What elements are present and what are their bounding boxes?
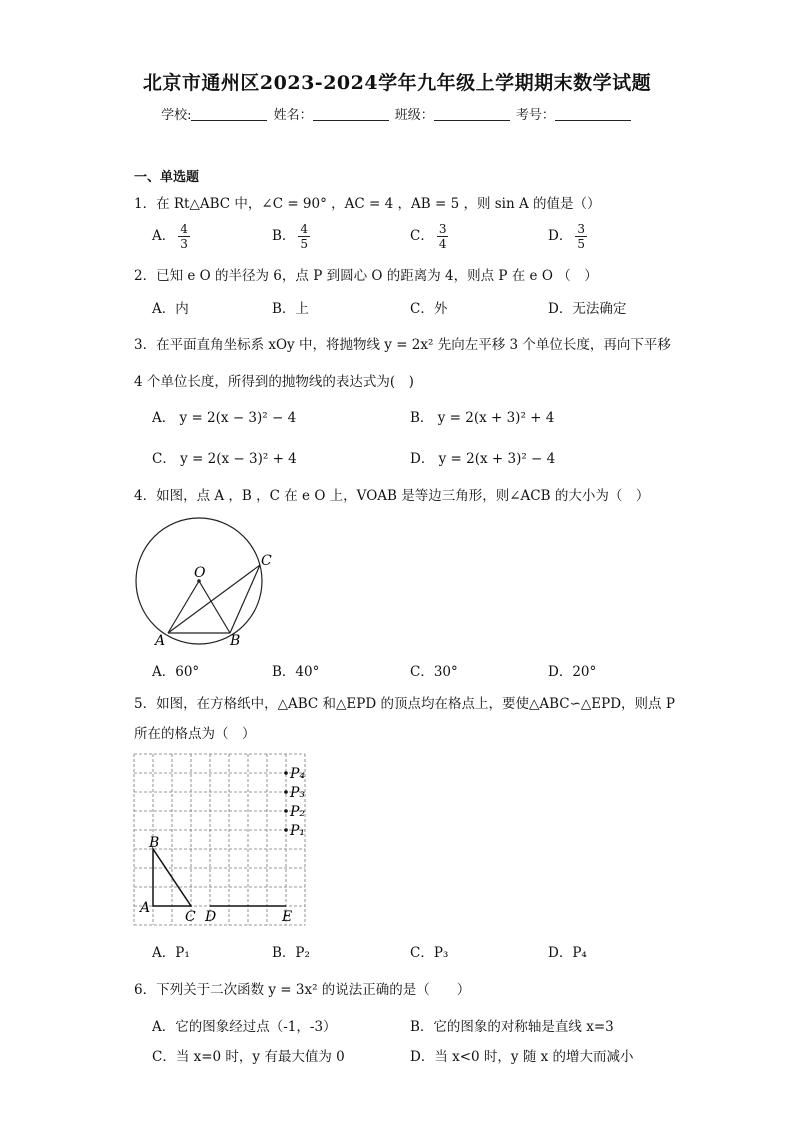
label-c: C bbox=[185, 909, 196, 925]
number-blank[interactable] bbox=[555, 108, 631, 121]
fraction bbox=[298, 222, 310, 251]
q1-option-d[interactable] bbox=[548, 222, 587, 251]
q5-option-a[interactable]: A．P₁ bbox=[152, 945, 190, 961]
label-p3: P₃ bbox=[290, 785, 306, 801]
numerator: 4 bbox=[180, 222, 188, 236]
option-label: C． bbox=[410, 228, 434, 244]
q4-option-d[interactable]: D．20° bbox=[548, 664, 597, 680]
question-6-stem: 6．下列关于二次函数 y = 3x² 的说法正确的是（ ） bbox=[134, 982, 471, 998]
question-5-stem-line1: 5．如图，在方格纸中，△ABC 和△EPD 的顶点均在格点上，要使△ABC∽△EPD，则点 P bbox=[134, 696, 675, 712]
fraction bbox=[437, 222, 449, 251]
label-b: B bbox=[230, 633, 241, 649]
segment-bc bbox=[230, 565, 260, 633]
q3-option-a[interactable]: A． y = 2(x − 3)² − 4 bbox=[152, 410, 297, 426]
q4-option-b[interactable]: B．40° bbox=[272, 664, 320, 680]
q2-option-a[interactable]: A．内 bbox=[152, 301, 189, 317]
denominator: 3 bbox=[180, 237, 188, 251]
point-p4 bbox=[284, 771, 288, 775]
point-p3 bbox=[284, 790, 288, 794]
label-p1: P₁ bbox=[290, 823, 306, 839]
q6-option-c[interactable]: C．当 x=0 时，y 有最大值为 0 bbox=[152, 1049, 345, 1065]
point-p2 bbox=[284, 809, 288, 813]
name-label: 姓名： bbox=[273, 108, 313, 123]
q3-option-b[interactable]: B． y = 2(x + 3)² + 4 bbox=[410, 410, 555, 426]
numerator: 3 bbox=[577, 222, 585, 236]
q3-option-d[interactable]: D． y = 2(x + 3)² − 4 bbox=[410, 451, 556, 467]
section-heading: 一、单选题 bbox=[134, 170, 200, 185]
label-p4: P₄ bbox=[290, 766, 306, 782]
fraction bbox=[178, 222, 190, 251]
number-label: 考号： bbox=[515, 108, 555, 123]
school-label: 学校: bbox=[161, 108, 192, 123]
name-blank[interactable] bbox=[313, 108, 389, 121]
question-1-stem: 1．在 Rt△ABC 中，∠C = 90° ，AC = 4 ，AB = 5 ，则 sin A 的值是（） bbox=[134, 196, 601, 212]
question-3-stem-line2: 4 个单位长度，所得到的抛物线的表达式为( ) bbox=[134, 374, 414, 390]
triangle-abc bbox=[153, 849, 191, 906]
class-label: 班级： bbox=[394, 108, 434, 123]
q1-option-c[interactable] bbox=[410, 222, 448, 251]
q4-option-a[interactable]: A．60° bbox=[152, 664, 200, 680]
option-label: A． bbox=[152, 228, 176, 244]
q3-option-c[interactable]: C． y = 2(x − 3)² + 4 bbox=[152, 451, 297, 467]
q5-grid-figure bbox=[130, 750, 314, 930]
option-label: D． bbox=[548, 228, 573, 244]
student-info-row bbox=[0, 104, 794, 123]
page-title: 北京市通州区2023-2024学年九年级上学期期末数学试题 bbox=[142, 72, 652, 94]
q4-circle-figure bbox=[130, 515, 278, 651]
label-c: C bbox=[261, 553, 272, 569]
q5-option-d[interactable]: D．P₄ bbox=[548, 945, 587, 961]
q2-option-d[interactable]: D．无法确定 bbox=[548, 301, 627, 317]
option-label: B． bbox=[272, 228, 296, 244]
q4-option-c[interactable]: C．30° bbox=[410, 664, 458, 680]
segment-oa bbox=[168, 581, 199, 633]
class-blank[interactable] bbox=[434, 108, 510, 121]
question-3-stem-line1: 3．在平面直角坐标系 xOy 中，将抛物线 y = 2x² 先向左平移 3 个单位长度，再向下平移 bbox=[134, 337, 671, 353]
q1-option-a[interactable] bbox=[152, 222, 190, 251]
denominator: 5 bbox=[577, 237, 585, 251]
point-p1 bbox=[284, 828, 288, 832]
numerator: 4 bbox=[300, 222, 309, 236]
question-5-stem-line2: 所在的格点为（ ） bbox=[134, 726, 256, 742]
label-b: B bbox=[149, 835, 160, 851]
q6-option-a[interactable]: A．它的图象经过点（-1，-3） bbox=[152, 1019, 337, 1035]
label-o: O bbox=[194, 565, 206, 581]
label-p2: P₂ bbox=[290, 804, 306, 820]
fraction bbox=[575, 222, 587, 251]
denominator: 5 bbox=[300, 237, 309, 251]
q6-option-d[interactable]: D．当 x<0 时，y 随 x 的增大而减小 bbox=[410, 1049, 634, 1065]
q5-option-c[interactable]: C．P₃ bbox=[410, 945, 449, 961]
label-a: A bbox=[140, 900, 151, 916]
q6-option-b[interactable]: B．它的图象的对称轴是直线 x=3 bbox=[410, 1019, 614, 1035]
q2-option-c[interactable]: C．外 bbox=[410, 301, 448, 317]
denominator: 4 bbox=[438, 237, 447, 251]
label-d: D bbox=[205, 909, 217, 925]
label-e: E bbox=[282, 909, 293, 925]
school-blank[interactable] bbox=[191, 108, 267, 121]
q2-option-b[interactable]: B．上 bbox=[272, 301, 309, 317]
question-4-stem: 4．如图，点 A ，B ，C 在 e O 上，VOAB 是等边三角形，则∠ACB 的大小为（ ） bbox=[134, 488, 650, 504]
q5-option-b[interactable]: B．P₂ bbox=[272, 945, 310, 961]
grid-lines bbox=[134, 754, 305, 925]
q1-option-b[interactable] bbox=[272, 222, 310, 251]
label-a: A bbox=[155, 633, 166, 649]
numerator: 3 bbox=[438, 222, 447, 236]
question-2-stem: 2．已知 e O 的半径为 6，点 P 到圆心 O 的距离为 4，则点 P 在 e O （ ） bbox=[134, 268, 598, 284]
